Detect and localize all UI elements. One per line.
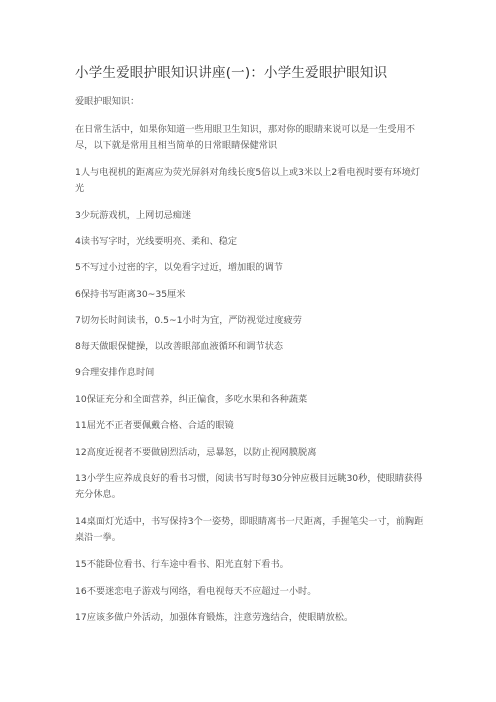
paragraph-tip-9: 9合理安排作息时间: [75, 367, 155, 378]
paragraph-tip-3: 3少玩游戏机，上网切忌痴迷: [75, 210, 192, 221]
paragraph-intro-heading: 爱眼护眼知识：: [75, 96, 140, 107]
paragraph-tip-12: 12高度近视者不要做剧烈活动，忌暴怒，以防止视网膜脱离: [75, 447, 317, 458]
paragraph-tip-5: 5不写过小过密的字，以免看字过近，增加眼的调节: [75, 262, 283, 273]
paragraph-tip-13: 13小学生应养成良好的看书习惯，阅读书写时每30分钟应极目远眺30秒，使眼睛获得充分休息。: [75, 473, 423, 500]
paragraph-tip-15: 15不能卧位看书、行车途中看书、阳光直射下看书。: [75, 559, 289, 570]
paragraph-tip-6: 6保持书写距离30~35厘米: [75, 289, 186, 300]
paragraph-tip-11: 11屈光不正者要佩戴合格、合适的眼镜: [75, 420, 234, 431]
paragraph-tip-14: 14桌面灯光适中，书写保持3个一姿势，即眼睛离书一尺距离，手握笔尖一寸，前胸距桌沿一拳。: [75, 516, 424, 543]
paragraph-tip-10: 10保证充分和全面营养，纠正偏食，多吃水果和各种蔬菜: [75, 394, 308, 405]
paragraph-tip-4: 4读书写字时，光线要明亮、柔和、稳定: [75, 236, 238, 247]
paragraph-tip-16: 16不要迷恋电子游戏与网络，看电视每天不应超过一小时。: [75, 586, 317, 597]
document-title: 小学生爱眼护眼知识讲座(一)：小学生爱眼护眼知识: [75, 65, 388, 81]
paragraph-tip-7: 7切勿长时间读书，0.5~1小时为宜，严防视觉过度疲劳: [75, 315, 302, 326]
paragraph-tip-8: 8每天做眼保健操，以改善眼部血液循环和调节状态: [75, 341, 283, 352]
paragraph-tip-17: 17应该多做户外活动，加强体育锻炼，注意劳逸结合，使眼睛放松。: [75, 612, 354, 623]
paragraph-tip-1-2: 1人与电视机的距离应为荧光屏斜对角线长度5倍以上或3米以上2看电视时要有环境灯光: [75, 167, 420, 194]
paragraph-intro: 在日常生活中，如果你知道一些用眼卫生知识，那对你的眼睛来说可以是一生受用不尽，以下就是常用且相当简单的日常眼睛保健常识: [75, 124, 415, 151]
